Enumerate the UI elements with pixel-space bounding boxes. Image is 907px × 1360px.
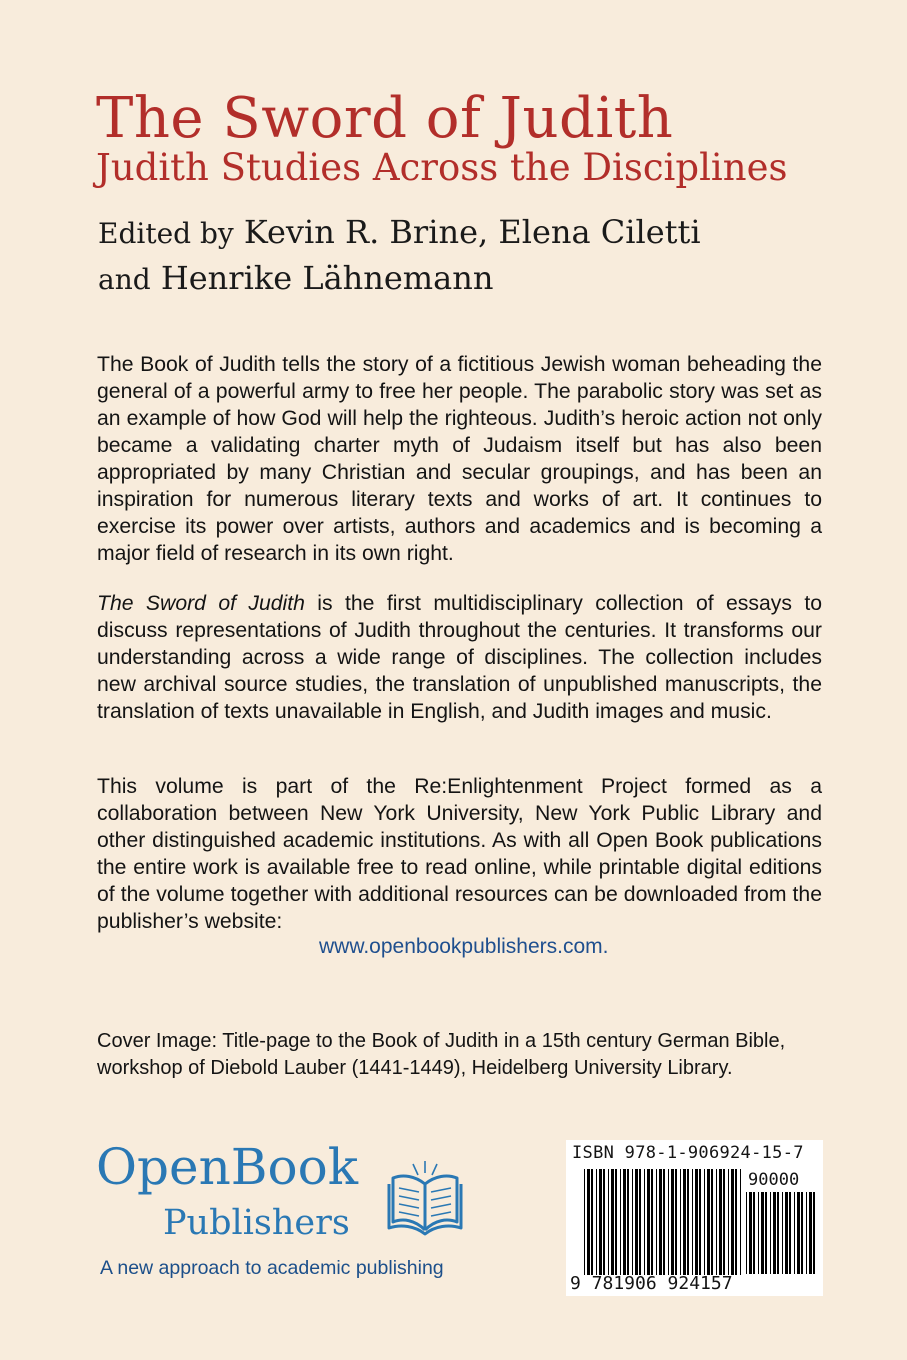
barcode-bar — [707, 1169, 710, 1275]
barcode-bar — [753, 1192, 755, 1274]
publisher-name-line-1: OpenBook — [96, 1138, 359, 1196]
barcode-bar — [728, 1169, 729, 1275]
barcode-bars — [584, 1169, 744, 1275]
barcode-bar — [656, 1169, 657, 1275]
barcode-bar — [620, 1169, 621, 1275]
barcode-bar — [758, 1192, 759, 1274]
barcode-bar — [587, 1169, 590, 1275]
barcode-bar — [627, 1169, 629, 1275]
barcode-bar — [647, 1169, 650, 1275]
barcode-bar — [695, 1169, 698, 1275]
barcode-bar — [716, 1169, 717, 1275]
ean-digits: 9 781906 924157 — [570, 1273, 733, 1294]
book-title-italic: The Sword of Judith — [97, 592, 305, 615]
book-title: The Sword of Judith — [96, 86, 674, 151]
description-paragraph-3: This volume is part of the Re:Enlightenment Project formed as a collaboration between New York University, New York Public Library and other distinguished academic institutions. As with all Open Book publications the entire work is available free to read online, while printable digital editions of the volume together with additional resources can be downloaded from the publisher’s website: — [97, 775, 822, 933]
price-code-label: 90000 — [748, 1170, 800, 1190]
barcode-bar — [659, 1169, 662, 1275]
barcode-bar — [797, 1192, 800, 1274]
editors-line-2 — [98, 256, 701, 302]
barcode-bar — [761, 1192, 764, 1274]
barcode-bar — [789, 1192, 791, 1274]
barcode-bar — [782, 1192, 783, 1274]
barcode-bar — [596, 1169, 597, 1275]
barcode-bar — [704, 1169, 705, 1275]
publisher-tagline: A new approach to academic publishing — [100, 1257, 444, 1279]
barcode-bar — [644, 1169, 645, 1275]
barcode-bar — [723, 1169, 725, 1275]
isbn-label: ISBN 978-1-906924-15-7 — [572, 1143, 804, 1163]
barcode-bar — [608, 1169, 609, 1275]
barcode-bar — [731, 1169, 734, 1275]
barcode-bar — [735, 1169, 737, 1275]
barcode-bar — [794, 1192, 795, 1274]
barcode-bar — [746, 1192, 747, 1274]
barcode-bar — [785, 1192, 788, 1274]
barcode-bar — [603, 1169, 605, 1275]
editor-names-2: Henrike Lähnemann — [160, 259, 494, 297]
barcode-bar — [740, 1169, 741, 1275]
barcode-bar — [632, 1169, 633, 1275]
barcode-bar — [675, 1169, 677, 1275]
barcode-bar — [591, 1169, 593, 1275]
barcode-bar — [692, 1169, 693, 1275]
publisher-name-line-2: Publishers — [163, 1203, 350, 1243]
description-paragraph-1: The Book of Judith tells the story of a fictitious Jewish woman beheading the general of a powerful army to free her people. The parabolic story was set as an example of how God will help the righteous. Judith’s heroic action not only became a validating charter myth of Judaism itself but has also been appropriated by many Christian and secular groupings, and has been an inspiration for numerous literary texts and works of art. It continues to exercise its power over artists, authors and academics and is becoming a major field of research in its own right. — [97, 353, 822, 565]
editors-conjunction: and — [98, 263, 151, 296]
barcode-bar — [639, 1169, 641, 1275]
barcode-bar — [809, 1192, 812, 1274]
barcode-bar — [770, 1192, 771, 1274]
edited-by-label: Edited by — [98, 217, 234, 250]
barcode-bar — [584, 1169, 585, 1275]
barcode-bar — [687, 1169, 689, 1275]
barcode-bar — [683, 1169, 686, 1275]
barcode-bar — [773, 1192, 776, 1274]
barcode-bar — [699, 1169, 701, 1275]
barcode-bar — [599, 1169, 602, 1275]
barcode-bar — [813, 1192, 815, 1274]
barcode-bar — [765, 1192, 767, 1274]
isbn-barcode — [566, 1140, 823, 1296]
barcode-bar — [668, 1169, 669, 1275]
publisher-website-link[interactable]: www.openbookpublishers.com. — [319, 935, 609, 958]
editors-block — [98, 210, 701, 302]
editor-names-1: Kevin R. Brine, Elena Ciletti — [243, 213, 701, 251]
barcode-bar — [615, 1169, 617, 1275]
barcode-bar — [671, 1169, 674, 1275]
cover-image-credit: Cover Image: Title-page to the Book of Judith in a 15th century German Bible, workshop of Diebold Lauber (1441-1449), Heidelberg University Library. — [97, 1030, 786, 1079]
barcode-bar — [719, 1169, 722, 1275]
barcode-bar — [635, 1169, 638, 1275]
barcode-bar — [611, 1169, 614, 1275]
price-barcode-bars — [746, 1192, 818, 1274]
barcode-bar — [777, 1192, 779, 1274]
barcode-bar — [623, 1169, 626, 1275]
barcode-bar — [680, 1169, 681, 1275]
barcode-bar — [801, 1192, 803, 1274]
barcode-bar — [749, 1192, 752, 1274]
barcode-bar — [711, 1169, 713, 1275]
barcode-bar — [651, 1169, 653, 1275]
description-paragraph-2-text: is the first multidisciplinary collection of essays to discuss representations of Judith throughout the centuries. It transforms our understanding across a wide range of disciplines. The collection includes new archival source studies, the translation of unpublished manuscripts, the translation of texts unavailable in English, and Judith images and music. — [97, 592, 822, 723]
description-paragraph-2 — [97, 590, 822, 725]
open-book-icon — [385, 1160, 465, 1238]
barcode-bar — [663, 1169, 665, 1275]
book-subtitle: Judith Studies Across the Disciplines — [96, 146, 788, 189]
barcode-bar — [806, 1192, 807, 1274]
editors-line-1 — [98, 210, 701, 256]
